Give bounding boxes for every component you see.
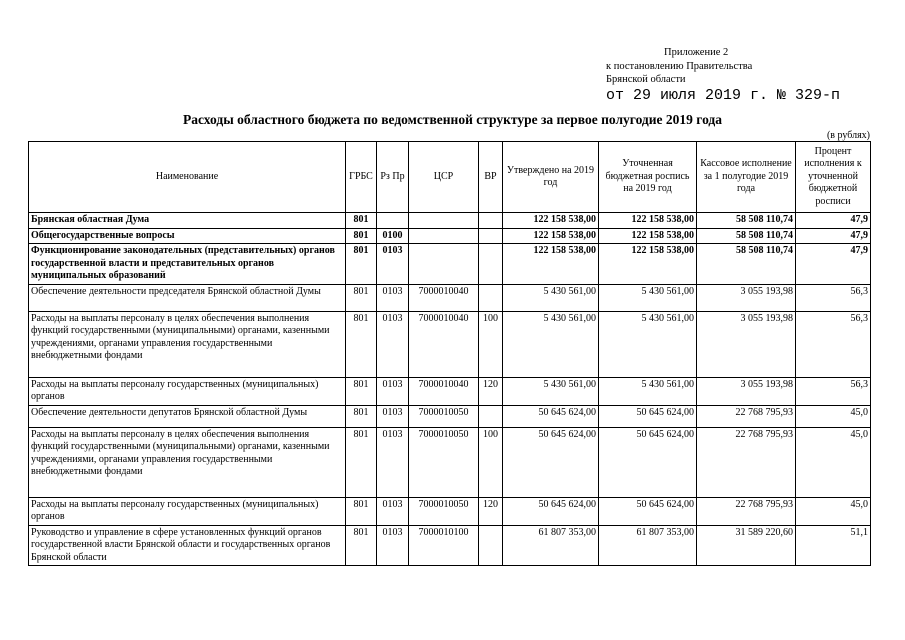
row-refined: 5 430 561,00 (599, 284, 697, 311)
row-grbs: 801 (346, 405, 377, 427)
row-cash: 22 768 795,93 (697, 405, 796, 427)
appendix-number: Приложение 2 (664, 47, 729, 58)
row-refined: 50 645 624,00 (599, 427, 697, 497)
row-percent: 56,3 (796, 377, 871, 405)
row-rzpr: 0103 (377, 311, 409, 377)
row-refined: 5 430 561,00 (599, 311, 697, 377)
col-header-csr: ЦСР (409, 142, 479, 213)
row-approved: 122 158 538,00 (503, 244, 599, 285)
row-refined: 61 807 353,00 (599, 525, 697, 566)
row-vr: 100 (479, 311, 503, 377)
row-rzpr: 0100 (377, 228, 409, 244)
row-vr: 120 (479, 497, 503, 525)
row-grbs: 801 (346, 311, 377, 377)
row-vr (479, 405, 503, 427)
row-vr: 100 (479, 427, 503, 497)
appendix-resolution: к постановлению Правительства (606, 60, 753, 72)
row-rzpr: 0103 (377, 284, 409, 311)
row-cash: 3 055 193,98 (697, 377, 796, 405)
row-name: Расходы на выплаты персоналу в целях обеспечения выполнения функций государственными (муниципальными) органами, казенными учреждениями, органами управления государственными внебюджетными фондами (29, 427, 346, 497)
row-percent: 47,9 (796, 213, 871, 229)
table-row (29, 311, 871, 377)
row-csr: 7000010100 (409, 525, 479, 566)
document-title: Расходы областного бюджета по ведомственной структуре за первое полугодие 2019 года (182, 112, 723, 127)
appendix-block (606, 46, 840, 104)
row-rzpr: 0103 (377, 377, 409, 405)
row-rzpr (377, 213, 409, 229)
col-header-vr: ВР (479, 142, 503, 213)
row-csr: 7000010050 (409, 497, 479, 525)
col-header-grbs: ГРБС (346, 142, 377, 213)
row-vr (479, 244, 503, 285)
row-csr: 7000010040 (409, 284, 479, 311)
row-csr: 7000010040 (409, 311, 479, 377)
table-row (29, 228, 871, 244)
row-refined: 50 645 624,00 (599, 497, 697, 525)
row-vr: 120 (479, 377, 503, 405)
row-approved: 5 430 561,00 (503, 311, 599, 377)
row-cash: 22 768 795,93 (697, 427, 796, 497)
row-approved: 5 430 561,00 (503, 284, 599, 311)
row-name: Расходы на выплаты персоналу государственных (муниципальных) органов (29, 497, 346, 525)
appendix-date: от 29 июля 2019 г. № 329-п (606, 86, 841, 104)
row-csr (409, 244, 479, 285)
row-grbs: 801 (346, 377, 377, 405)
row-approved: 122 158 538,00 (503, 228, 599, 244)
row-rzpr: 0103 (377, 405, 409, 427)
row-cash: 58 508 110,74 (697, 244, 796, 285)
row-csr: 7000010050 (409, 427, 479, 497)
row-csr (409, 228, 479, 244)
row-approved: 61 807 353,00 (503, 525, 599, 566)
table-row (29, 427, 871, 497)
appendix-region: Брянской области (606, 74, 686, 85)
row-rzpr: 0103 (377, 525, 409, 566)
row-rzpr: 0103 (377, 497, 409, 525)
col-header-percent: Процент исполнения к уточненной бюджетной росписи (796, 142, 871, 213)
row-vr (479, 213, 503, 229)
row-approved: 50 645 624,00 (503, 497, 599, 525)
row-approved: 50 645 624,00 (503, 427, 599, 497)
row-approved: 50 645 624,00 (503, 405, 599, 427)
row-refined: 122 158 538,00 (599, 244, 697, 285)
budget-table (28, 141, 871, 566)
row-refined: 5 430 561,00 (599, 377, 697, 405)
row-refined: 122 158 538,00 (599, 228, 697, 244)
row-cash: 58 508 110,74 (697, 213, 796, 229)
row-grbs: 801 (346, 427, 377, 497)
col-header-rzpr: Рз Пр (377, 142, 409, 213)
row-name: Обеспечение деятельности депутатов Брянской областной Думы (29, 405, 346, 427)
row-name: Брянская областная Дума (29, 213, 346, 229)
table-row (29, 284, 871, 311)
row-cash: 58 508 110,74 (697, 228, 796, 244)
row-grbs: 801 (346, 244, 377, 285)
row-grbs: 801 (346, 213, 377, 229)
row-refined: 50 645 624,00 (599, 405, 697, 427)
row-vr (479, 228, 503, 244)
row-percent: 45,0 (796, 427, 871, 497)
row-percent: 47,9 (796, 244, 871, 285)
row-grbs: 801 (346, 228, 377, 244)
table-row (29, 405, 871, 427)
row-csr: 7000010040 (409, 377, 479, 405)
row-approved: 122 158 538,00 (503, 213, 599, 229)
row-vr (479, 284, 503, 311)
row-name: Общегосударственные вопросы (29, 228, 346, 244)
row-refined: 122 158 538,00 (599, 213, 697, 229)
row-cash: 22 768 795,93 (697, 497, 796, 525)
row-grbs: 801 (346, 497, 377, 525)
row-approved: 5 430 561,00 (503, 377, 599, 405)
units-note: (в рублях) (826, 130, 870, 141)
row-grbs: 801 (346, 284, 377, 311)
row-percent: 47,9 (796, 228, 871, 244)
row-percent: 51,1 (796, 525, 871, 566)
row-name: Расходы на выплаты персоналу в целях обеспечения выполнения функций государственными (муниципальными) органами, казенными учреждениями, органами управления государственными внебюджетными фондами (29, 311, 346, 377)
row-percent: 45,0 (796, 497, 871, 525)
table-row (29, 213, 871, 229)
col-header-approved: Утверждено на 2019 год (503, 142, 599, 213)
row-cash: 3 055 193,98 (697, 311, 796, 377)
table-row (29, 377, 871, 405)
row-name: Обеспечение деятельности председателя Брянской областной Думы (29, 284, 346, 311)
col-header-cash: Кассовое исполнение за 1 полугодие 2019 года (697, 142, 796, 213)
table-row (29, 525, 871, 566)
row-grbs: 801 (346, 525, 377, 566)
row-cash: 31 589 220,60 (697, 525, 796, 566)
row-csr: 7000010050 (409, 405, 479, 427)
table-row (29, 244, 871, 285)
row-csr (409, 213, 479, 229)
row-name: Расходы на выплаты персоналу государственных (муниципальных) органов (29, 377, 346, 405)
table-row (29, 497, 871, 525)
col-header-name: Наименование (29, 142, 346, 213)
row-percent: 56,3 (796, 284, 871, 311)
row-rzpr: 0103 (377, 244, 409, 285)
col-header-refined: Уточненная бюджетная роспись на 2019 год (599, 142, 697, 213)
row-percent: 56,3 (796, 311, 871, 377)
row-cash: 3 055 193,98 (697, 284, 796, 311)
row-percent: 45,0 (796, 405, 871, 427)
row-rzpr: 0103 (377, 427, 409, 497)
row-name: Функционирование законодательных (представительных) органов государственной власти и представительных органов муниципальных образований (29, 244, 346, 285)
table-header-row (29, 142, 871, 213)
row-vr (479, 525, 503, 566)
row-name: Руководство и управление в сфере установленных функций органов государственной власти Брянской области и государственных органов Брянской области (29, 525, 346, 566)
